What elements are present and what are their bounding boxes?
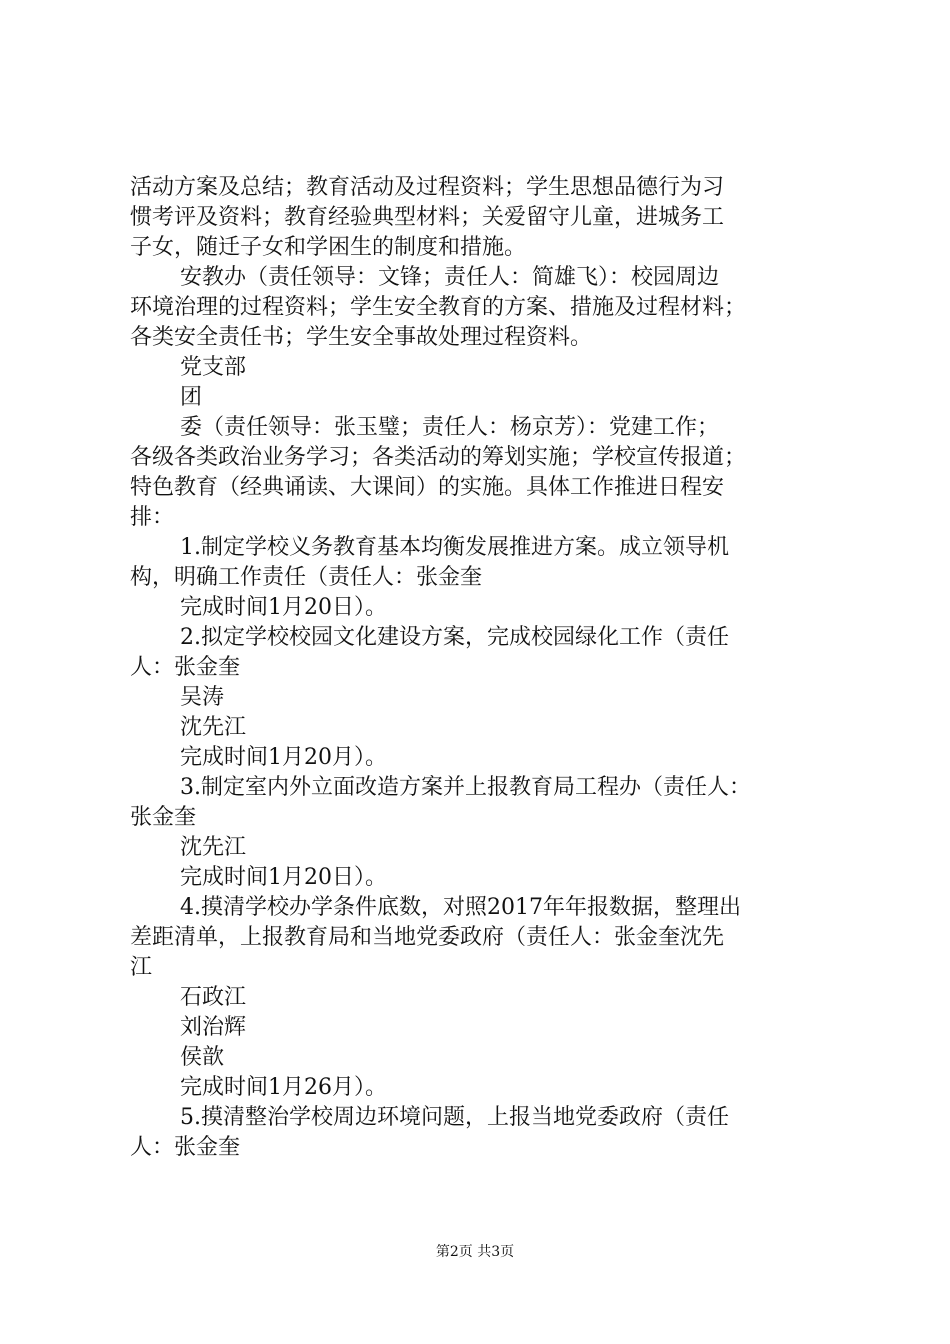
text-line: 沈先江 bbox=[180, 715, 247, 740]
text-line: 3.制定室内外立面改造方案并上报教育局工程办（责任人： bbox=[180, 775, 751, 800]
text-line: 江 bbox=[130, 955, 153, 980]
text-line: 吴涛 bbox=[180, 685, 225, 710]
text-line: 人：张金奎 bbox=[130, 1135, 241, 1160]
text-line: 1.制定学校义务教育基本均衡发展推进方案。成立领导机 bbox=[180, 535, 729, 560]
text-line: 完成时间1月20月）。 bbox=[180, 745, 387, 770]
page-footer: 第2页 共3页 bbox=[435, 1244, 515, 1260]
text-line: 各级各类政治业务学习；各类活动的筹划实施；学校宣传报道； bbox=[130, 445, 747, 470]
text-line: 活动方案及总结；教育活动及过程资料；学生思想品德行为习 bbox=[130, 175, 725, 200]
text-line: 安教办（责任领导：文锋；责任人：简雄飞）：校园周边 bbox=[180, 265, 720, 290]
text-line: 完成时间1月26月）。 bbox=[180, 1075, 387, 1100]
text-line: 沈先江 bbox=[180, 835, 247, 860]
text-line: 人：张金奎 bbox=[130, 655, 241, 680]
text-line: 党支部 bbox=[180, 355, 247, 380]
text-line: 构，明确工作责任（责任人：张金奎 bbox=[130, 565, 483, 590]
text-line: 排： bbox=[130, 505, 175, 530]
document-body bbox=[130, 173, 830, 1163]
text-line: 刘治辉 bbox=[180, 1015, 247, 1040]
text-line: 特色教育（经典诵读、大课间）的实施。具体工作推进日程安 bbox=[130, 475, 725, 500]
text-line: 子女，随迁子女和学困生的制度和措施。 bbox=[130, 235, 527, 260]
text-line: 侯歆 bbox=[180, 1045, 225, 1070]
text-line: 团 bbox=[180, 385, 203, 410]
text-line: 5.摸清整治学校周边环境问题，上报当地党委政府（责任 bbox=[180, 1105, 729, 1130]
text-line: 差距清单，上报教育局和当地党委政府（责任人：张金奎沈先 bbox=[130, 925, 725, 950]
text-line: 2.拟定学校校园文化建设方案，完成校园绿化工作（责任 bbox=[180, 625, 729, 650]
text-line: 4.摸清学校办学条件底数，对照2017年年报数据，整理出 bbox=[180, 895, 741, 920]
text-line: 完成时间1月20日）。 bbox=[180, 865, 387, 890]
text-line: 完成时间1月20日）。 bbox=[180, 595, 387, 620]
text-line: 环境治理的过程资料；学生安全教育的方案、措施及过程材料； bbox=[130, 295, 747, 320]
text-line: 各类安全责任书；学生安全事故处理过程资料。 bbox=[130, 325, 593, 350]
text-line: 惯考评及资料；教育经验典型材料；关爱留守儿童，进城务工 bbox=[130, 205, 725, 230]
text-line: 张金奎 bbox=[130, 805, 197, 830]
text-line: 石政江 bbox=[180, 985, 247, 1010]
text-line: 委（责任领导：张玉璧；责任人：杨京芳）：党建工作； bbox=[180, 415, 720, 440]
